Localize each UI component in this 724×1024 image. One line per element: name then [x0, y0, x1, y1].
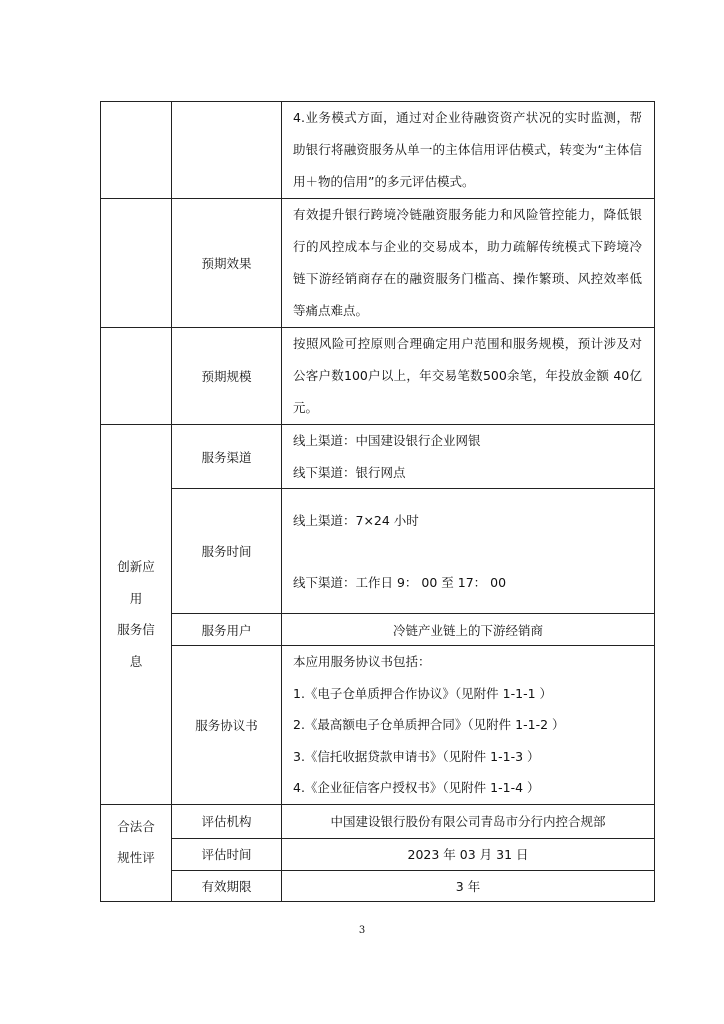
- expected-scale-cell: [282, 328, 655, 425]
- service-agreement-label: 服务协议书: [172, 646, 282, 805]
- online-time-text: 线上渠道：7×24 小时: [293, 512, 419, 528]
- empty-cell: [101, 102, 172, 199]
- table-row: [101, 102, 655, 199]
- business-model-cell: [282, 102, 655, 199]
- innovation-section-label: 创新应 用 服务信 息: [101, 425, 172, 805]
- table-row: [101, 614, 655, 646]
- online-channel-text: 线上渠道：中国建设银行企业网银: [293, 433, 481, 448]
- offline-channel-text: 线下渠道：银行网点: [293, 464, 406, 480]
- service-users-value: 冷链产业链上的下游经销商: [282, 614, 655, 646]
- agreement-item: 3.《信托收据贷款申请书》（见附件 1-1-3 ）: [293, 748, 540, 764]
- validity-label: 有效期限: [172, 870, 282, 901]
- page-number: 3: [358, 925, 366, 936]
- expected-effect-label: 预期效果: [172, 199, 282, 328]
- table-row: [101, 199, 655, 328]
- table-row: [101, 804, 655, 838]
- assessment-org-value: 中国建设银行股份有限公司青岛市分行内控合规部: [282, 804, 655, 838]
- agreement-item: 4.《企业征信客户授权书》（见附件 1-1-4 ）: [293, 780, 540, 795]
- expected-effect-text: 有效提升银行跨境冷链融资服务能力和风险管控能力，降低银行的风控成本与企业的交易成本，助力疏解传统模式下跨境冷链下游经销商存在的融资服务门槛高、操作繁琐、风控效率低等痛点难点。: [293, 207, 642, 318]
- table-row: [101, 838, 655, 870]
- service-time-cell: [282, 489, 655, 614]
- expected-scale-label: 预期规模: [172, 328, 282, 425]
- offline-time-text: 线下渠道：工作日 9： 00 至 17： 00: [293, 574, 507, 590]
- expected-scale-text: 按照风险可控原则合理确定用户范围和服务规模，预计涉及对公客户数100户以上，年交易笔数500余笔，年投放金额 40亿元。: [293, 336, 642, 415]
- empty-cell: [101, 328, 172, 425]
- service-channel-label: 服务渠道: [172, 425, 282, 489]
- expected-effect-cell: [282, 199, 655, 328]
- empty-cell: [101, 199, 172, 328]
- empty-cell: [172, 102, 282, 199]
- table-row: [101, 646, 655, 805]
- assessment-time-value: 2023 年 03 月 31 日: [282, 838, 655, 870]
- table-row: [101, 328, 655, 425]
- agreement-item: 1.《电子仓单质押合作协议》（见附件 1-1-1 ）: [293, 685, 553, 701]
- assessment-time-label: 评估时间: [172, 838, 282, 870]
- assessment-org-label: 评估机构: [172, 804, 282, 838]
- compliance-section-label: 合法合 规性评: [101, 804, 172, 901]
- service-time-label: 服务时间: [172, 489, 282, 614]
- service-agreement-cell: [282, 646, 655, 805]
- validity-value: 3 年: [282, 870, 655, 901]
- agreement-item: 2.《最高额电子仓单质押合同》（见附件 1-1-2 ）: [293, 717, 565, 732]
- service-channel-cell: [282, 425, 655, 489]
- table-row: [101, 425, 655, 489]
- table-row: [101, 870, 655, 901]
- business-model-text: 4.业务模式方面，通过对企业待融资资产状况的实时监测，帮助银行将融资服务从单一的主体信用评估模式，转变为“主体信用＋物的信用”的多元评估模式。: [293, 110, 642, 189]
- table-row: [101, 489, 655, 614]
- service-users-label: 服务用户: [172, 614, 282, 646]
- agreement-intro: 本应用服务协议书包括：: [293, 654, 431, 669]
- document-table: [100, 101, 655, 902]
